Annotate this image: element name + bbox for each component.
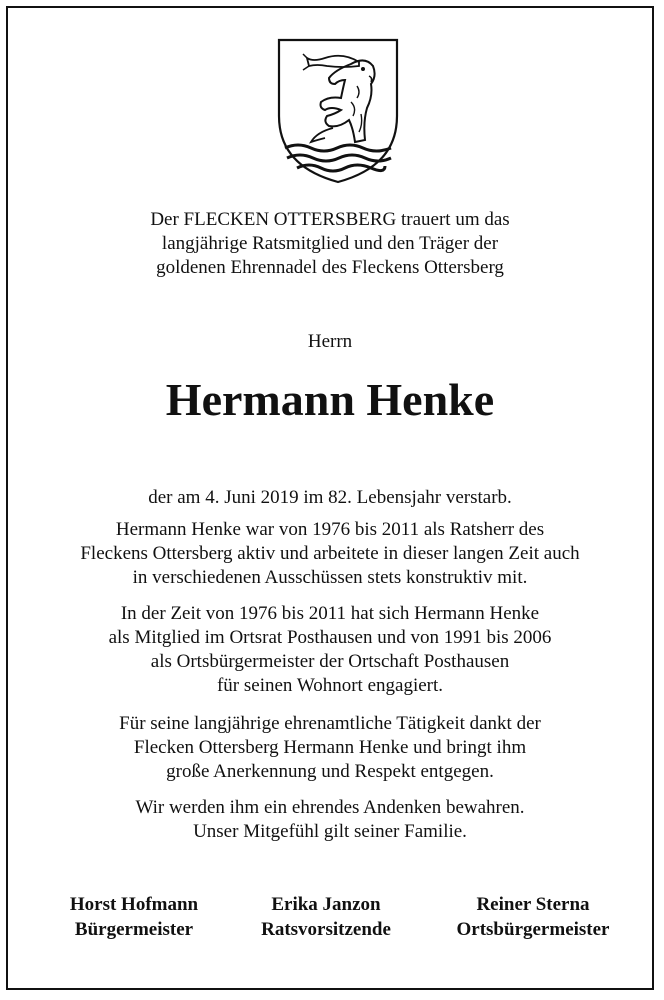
signature-name: Erika Janzon xyxy=(271,894,381,915)
intro-line: Der FLECKEN OTTERSBERG trauert um das xyxy=(150,209,510,230)
paragraph-line: Fleckens Ottersberg aktiv und arbeitete in dieser langen Zeit auch xyxy=(80,543,580,564)
paragraph-line: für seinen Wohnort engagiert. xyxy=(216,675,444,696)
paragraph-line: als Mitglied im Ortsrat Posthausen und von 1991 bis 2006 xyxy=(108,627,552,648)
paragraph-line: Unser Mitgefühl gilt seiner Familie. xyxy=(193,821,467,842)
intro-text xyxy=(8,208,652,280)
salutation: Herrn xyxy=(307,331,353,352)
intro-line: goldenen Ehrennadel des Fleckens Ottersberg xyxy=(156,257,504,278)
deceased-name: Hermann Henke xyxy=(165,374,495,425)
paragraph-remembrance xyxy=(8,796,652,844)
obituary-notice xyxy=(6,6,654,990)
intro-line: langjährige Ratsmitglied und den Träger der xyxy=(161,233,499,254)
paragraph-line: als Ortsbürgermeister der Ortschaft Posthausen xyxy=(150,651,510,672)
paragraph-line: in verschiedenen Ausschüssen stets konstruktiv mit. xyxy=(132,567,528,588)
paragraph-council xyxy=(8,518,652,590)
signature-name: Reiner Sterna xyxy=(476,894,590,915)
signature-title: Ratsvorsitzende xyxy=(261,919,391,940)
death-line xyxy=(8,486,652,510)
paragraph-line: Wir werden ihm ein ehrendes Andenken bewahren. xyxy=(135,797,525,818)
signature-buergermeister xyxy=(48,892,220,942)
paragraph-line: Für seine langjährige ehrenamtliche Tätigkeit dankt der xyxy=(119,713,541,734)
otter-crest-icon xyxy=(273,36,403,186)
signature-ortsbuergermeister xyxy=(428,892,638,942)
signature-title: Ortsbürgermeister xyxy=(456,919,610,940)
paragraph-line: Flecken Ottersberg Hermann Henke und bringt ihm xyxy=(133,737,527,758)
paragraph-ortsrat xyxy=(8,602,652,698)
paragraph-line: große Anerkennung und Respekt entgegen. xyxy=(166,761,494,782)
paragraph-line: In der Zeit von 1976 bis 2011 hat sich Hermann Henke xyxy=(120,603,540,624)
signature-ratsvorsitzende xyxy=(236,892,416,942)
signature-title: Bürgermeister xyxy=(74,919,194,940)
signature-name: Horst Hofmann xyxy=(69,894,199,915)
death-text: der am 4. Juni 2019 im 82. Lebensjahr verstarb. xyxy=(148,487,512,508)
paragraph-line: Hermann Henke war von 1976 bis 2011 als Ratsherr des xyxy=(115,519,545,540)
paragraph-thanks xyxy=(8,712,652,784)
